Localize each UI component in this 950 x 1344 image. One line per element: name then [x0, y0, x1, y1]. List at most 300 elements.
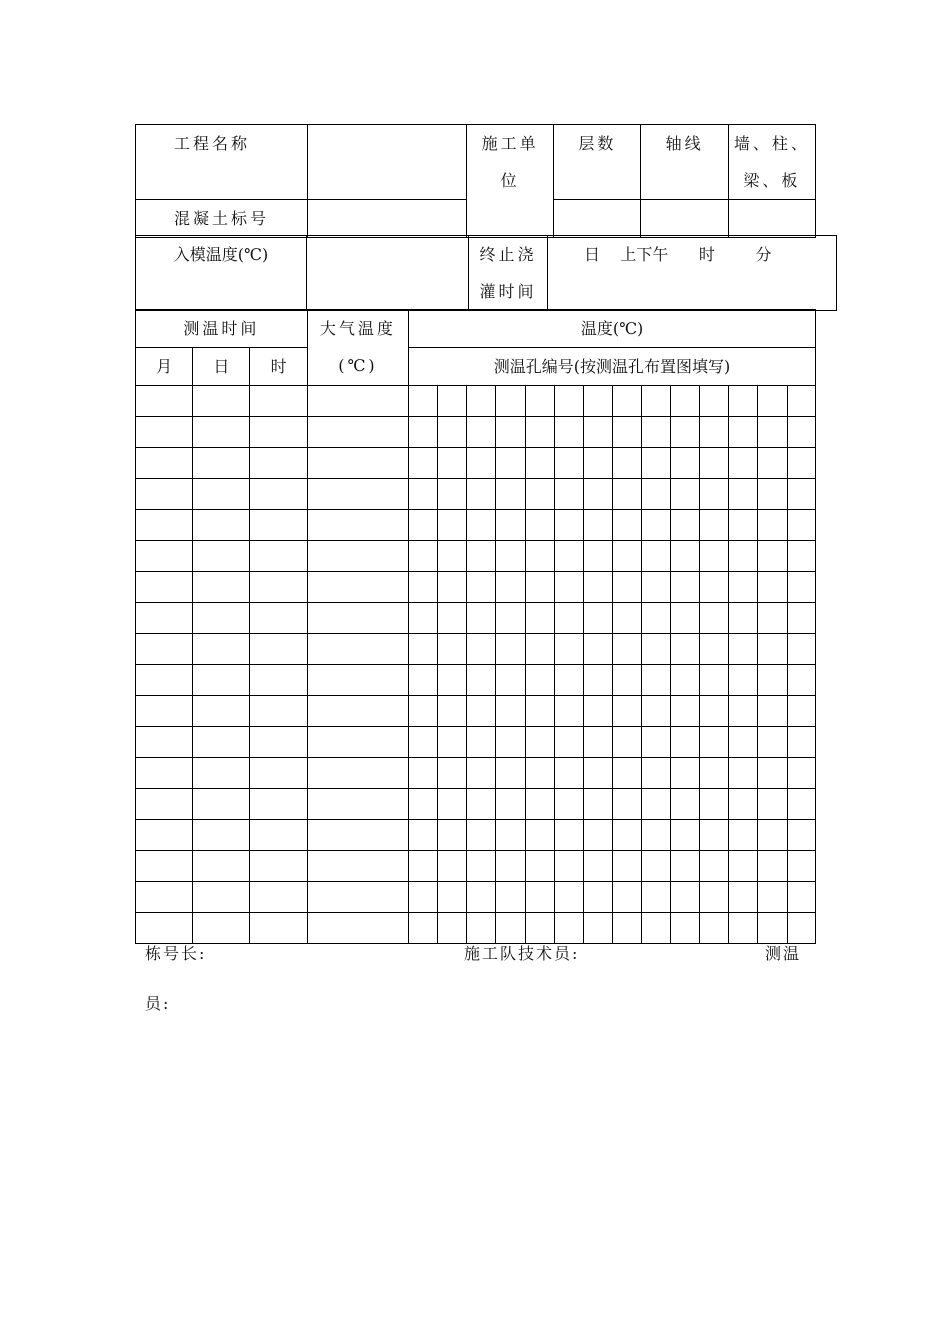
blank-cell[interactable]: [438, 417, 467, 448]
blank-cell[interactable]: [700, 820, 729, 851]
blank-cell[interactable]: [758, 851, 787, 882]
blank-cell[interactable]: [787, 603, 815, 634]
blank-cell[interactable]: [193, 572, 250, 603]
blank-cell[interactable]: [496, 572, 525, 603]
floor-value[interactable]: [554, 200, 641, 238]
blank-cell[interactable]: [250, 479, 307, 510]
blank-cell[interactable]: [787, 634, 815, 665]
blank-cell[interactable]: [554, 665, 583, 696]
blank-cell[interactable]: [525, 634, 554, 665]
blank-cell[interactable]: [193, 758, 250, 789]
blank-cell[interactable]: [307, 851, 408, 882]
blank-cell[interactable]: [438, 696, 467, 727]
blank-cell[interactable]: [525, 696, 554, 727]
blank-cell[interactable]: [250, 758, 307, 789]
blank-cell[interactable]: [438, 665, 467, 696]
blank-cell[interactable]: [250, 789, 307, 820]
blank-cell[interactable]: [729, 448, 758, 479]
blank-cell[interactable]: [787, 417, 815, 448]
blank-cell[interactable]: [787, 758, 815, 789]
blank-cell[interactable]: [583, 851, 612, 882]
concrete-grade-value[interactable]: [307, 200, 466, 238]
blank-cell[interactable]: [496, 882, 525, 913]
blank-cell[interactable]: [729, 727, 758, 758]
blank-cell[interactable]: [250, 882, 307, 913]
blank-cell[interactable]: [641, 851, 670, 882]
blank-cell[interactable]: [787, 479, 815, 510]
blank-cell[interactable]: [467, 634, 496, 665]
blank-cell[interactable]: [729, 882, 758, 913]
blank-cell[interactable]: [409, 851, 438, 882]
blank-cell[interactable]: [136, 727, 193, 758]
blank-cell[interactable]: [641, 634, 670, 665]
blank-cell[interactable]: [136, 758, 193, 789]
blank-cell[interactable]: [612, 417, 641, 448]
blank-cell[interactable]: [307, 696, 408, 727]
blank-cell[interactable]: [554, 789, 583, 820]
blank-cell[interactable]: [787, 882, 815, 913]
blank-cell[interactable]: [525, 882, 554, 913]
blank-cell[interactable]: [554, 479, 583, 510]
blank-cell[interactable]: [496, 727, 525, 758]
blank-cell[interactable]: [250, 634, 307, 665]
blank-cell[interactable]: [136, 510, 193, 541]
blank-cell[interactable]: [700, 417, 729, 448]
blank-cell[interactable]: [612, 572, 641, 603]
blank-cell[interactable]: [250, 448, 307, 479]
blank-cell[interactable]: [671, 541, 700, 572]
blank-cell[interactable]: [729, 479, 758, 510]
blank-cell[interactable]: [438, 448, 467, 479]
blank-cell[interactable]: [467, 789, 496, 820]
blank-cell[interactable]: [554, 851, 583, 882]
blank-cell[interactable]: [554, 541, 583, 572]
blank-cell[interactable]: [409, 479, 438, 510]
blank-cell[interactable]: [729, 386, 758, 417]
blank-cell[interactable]: [496, 417, 525, 448]
blank-cell[interactable]: [758, 572, 787, 603]
blank-cell[interactable]: [729, 696, 758, 727]
blank-cell[interactable]: [671, 448, 700, 479]
blank-cell[interactable]: [307, 820, 408, 851]
blank-cell[interactable]: [700, 696, 729, 727]
blank-cell[interactable]: [758, 758, 787, 789]
blank-cell[interactable]: [409, 882, 438, 913]
blank-cell[interactable]: [136, 448, 193, 479]
blank-cell[interactable]: [525, 386, 554, 417]
blank-cell[interactable]: [671, 479, 700, 510]
blank-cell[interactable]: [641, 448, 670, 479]
blank-cell[interactable]: [641, 386, 670, 417]
blank-cell[interactable]: [525, 758, 554, 789]
blank-cell[interactable]: [787, 851, 815, 882]
blank-cell[interactable]: [467, 448, 496, 479]
blank-cell[interactable]: [758, 448, 787, 479]
blank-cell[interactable]: [496, 851, 525, 882]
axis-value[interactable]: [641, 200, 728, 238]
blank-cell[interactable]: [758, 913, 787, 944]
blank-cell[interactable]: [136, 789, 193, 820]
blank-cell[interactable]: [758, 541, 787, 572]
blank-cell[interactable]: [409, 665, 438, 696]
blank-cell[interactable]: [193, 603, 250, 634]
blank-cell[interactable]: [787, 820, 815, 851]
end-pour-time-cell[interactable]: 日 上下午 时 分: [548, 236, 837, 311]
blank-cell[interactable]: [307, 386, 408, 417]
blank-cell[interactable]: [136, 603, 193, 634]
blank-cell[interactable]: [729, 820, 758, 851]
blank-cell[interactable]: [787, 386, 815, 417]
blank-cell[interactable]: [409, 820, 438, 851]
blank-cell[interactable]: [307, 634, 408, 665]
blank-cell[interactable]: [583, 448, 612, 479]
blank-cell[interactable]: [136, 634, 193, 665]
blank-cell[interactable]: [671, 820, 700, 851]
blank-cell[interactable]: [250, 417, 307, 448]
blank-cell[interactable]: [554, 417, 583, 448]
blank-cell[interactable]: [136, 572, 193, 603]
blank-cell[interactable]: [467, 510, 496, 541]
blank-cell[interactable]: [612, 913, 641, 944]
blank-cell[interactable]: [467, 727, 496, 758]
blank-cell[interactable]: [758, 789, 787, 820]
blank-cell[interactable]: [409, 603, 438, 634]
blank-cell[interactable]: [307, 758, 408, 789]
blank-cell[interactable]: [193, 882, 250, 913]
blank-cell[interactable]: [700, 479, 729, 510]
blank-cell[interactable]: [193, 386, 250, 417]
blank-cell[interactable]: [467, 386, 496, 417]
blank-cell[interactable]: [409, 448, 438, 479]
blank-cell[interactable]: [496, 386, 525, 417]
blank-cell[interactable]: [193, 665, 250, 696]
blank-cell[interactable]: [700, 758, 729, 789]
blank-cell[interactable]: [193, 479, 250, 510]
blank-cell[interactable]: [758, 386, 787, 417]
blank-cell[interactable]: [438, 510, 467, 541]
blank-cell[interactable]: [307, 789, 408, 820]
blank-cell[interactable]: [193, 510, 250, 541]
blank-cell[interactable]: [250, 913, 307, 944]
blank-cell[interactable]: [250, 727, 307, 758]
blank-cell[interactable]: [612, 820, 641, 851]
blank-cell[interactable]: [554, 913, 583, 944]
blank-cell[interactable]: [438, 789, 467, 820]
blank-cell[interactable]: [136, 882, 193, 913]
blank-cell[interactable]: [307, 541, 408, 572]
blank-cell[interactable]: [758, 882, 787, 913]
blank-cell[interactable]: [409, 417, 438, 448]
blank-cell[interactable]: [612, 448, 641, 479]
blank-cell[interactable]: [496, 541, 525, 572]
blank-cell[interactable]: [467, 417, 496, 448]
blank-cell[interactable]: [583, 417, 612, 448]
blank-cell[interactable]: [583, 479, 612, 510]
blank-cell[interactable]: [612, 758, 641, 789]
blank-cell[interactable]: [641, 789, 670, 820]
blank-cell[interactable]: [250, 603, 307, 634]
blank-cell[interactable]: [612, 696, 641, 727]
blank-cell[interactable]: [438, 479, 467, 510]
blank-cell[interactable]: [467, 665, 496, 696]
blank-cell[interactable]: [496, 758, 525, 789]
project-name-value[interactable]: [307, 125, 466, 200]
blank-cell[interactable]: [612, 851, 641, 882]
blank-cell[interactable]: [583, 789, 612, 820]
blank-cell[interactable]: [438, 603, 467, 634]
blank-cell[interactable]: [612, 386, 641, 417]
blank-cell[interactable]: [438, 386, 467, 417]
blank-cell[interactable]: [583, 572, 612, 603]
blank-cell[interactable]: [525, 417, 554, 448]
blank-cell[interactable]: [409, 510, 438, 541]
blank-cell[interactable]: [671, 789, 700, 820]
blank-cell[interactable]: [758, 665, 787, 696]
blank-cell[interactable]: [671, 665, 700, 696]
blank-cell[interactable]: [525, 665, 554, 696]
blank-cell[interactable]: [496, 479, 525, 510]
blank-cell[interactable]: [641, 603, 670, 634]
blank-cell[interactable]: [193, 696, 250, 727]
blank-cell[interactable]: [758, 634, 787, 665]
blank-cell[interactable]: [409, 386, 438, 417]
blank-cell[interactable]: [438, 758, 467, 789]
blank-cell[interactable]: [671, 851, 700, 882]
blank-cell[interactable]: [583, 696, 612, 727]
blank-cell[interactable]: [583, 727, 612, 758]
blank-cell[interactable]: [671, 727, 700, 758]
blank-cell[interactable]: [467, 851, 496, 882]
blank-cell[interactable]: [136, 479, 193, 510]
blank-cell[interactable]: [307, 479, 408, 510]
blank-cell[interactable]: [641, 913, 670, 944]
blank-cell[interactable]: [193, 727, 250, 758]
blank-cell[interactable]: [758, 510, 787, 541]
blank-cell[interactable]: [700, 851, 729, 882]
blank-cell[interactable]: [641, 758, 670, 789]
blank-cell[interactable]: [671, 882, 700, 913]
blank-cell[interactable]: [787, 448, 815, 479]
blank-cell[interactable]: [409, 696, 438, 727]
blank-cell[interactable]: [612, 882, 641, 913]
blank-cell[interactable]: [700, 727, 729, 758]
blank-cell[interactable]: [671, 510, 700, 541]
blank-cell[interactable]: [641, 572, 670, 603]
blank-cell[interactable]: [250, 696, 307, 727]
blank-cell[interactable]: [409, 789, 438, 820]
blank-cell[interactable]: [671, 913, 700, 944]
blank-cell[interactable]: [700, 789, 729, 820]
blank-cell[interactable]: [525, 510, 554, 541]
blank-cell[interactable]: [729, 913, 758, 944]
blank-cell[interactable]: [409, 913, 438, 944]
blank-cell[interactable]: [583, 634, 612, 665]
blank-cell[interactable]: [554, 882, 583, 913]
blank-cell[interactable]: [787, 913, 815, 944]
blank-cell[interactable]: [136, 851, 193, 882]
blank-cell[interactable]: [729, 789, 758, 820]
blank-cell[interactable]: [612, 510, 641, 541]
blank-cell[interactable]: [409, 758, 438, 789]
blank-cell[interactable]: [583, 758, 612, 789]
blank-cell[interactable]: [250, 541, 307, 572]
blank-cell[interactable]: [438, 851, 467, 882]
blank-cell[interactable]: [525, 572, 554, 603]
blank-cell[interactable]: [554, 634, 583, 665]
blank-cell[interactable]: [250, 510, 307, 541]
blank-cell[interactable]: [250, 572, 307, 603]
blank-cell[interactable]: [496, 634, 525, 665]
blank-cell[interactable]: [612, 634, 641, 665]
blank-cell[interactable]: [467, 913, 496, 944]
blank-cell[interactable]: [409, 541, 438, 572]
blank-cell[interactable]: [496, 696, 525, 727]
blank-cell[interactable]: [525, 727, 554, 758]
blank-cell[interactable]: [787, 789, 815, 820]
blank-cell[interactable]: [671, 696, 700, 727]
blank-cell[interactable]: [700, 665, 729, 696]
blank-cell[interactable]: [787, 572, 815, 603]
blank-cell[interactable]: [307, 727, 408, 758]
blank-cell[interactable]: [193, 789, 250, 820]
blank-cell[interactable]: [438, 541, 467, 572]
blank-cell[interactable]: [554, 448, 583, 479]
blank-cell[interactable]: [758, 696, 787, 727]
blank-cell[interactable]: [787, 541, 815, 572]
blank-cell[interactable]: [700, 634, 729, 665]
blank-cell[interactable]: [467, 603, 496, 634]
blank-cell[interactable]: [307, 603, 408, 634]
blank-cell[interactable]: [700, 913, 729, 944]
blank-cell[interactable]: [554, 820, 583, 851]
blank-cell[interactable]: [467, 882, 496, 913]
blank-cell[interactable]: [612, 479, 641, 510]
blank-cell[interactable]: [136, 541, 193, 572]
pour-temp-value-cell[interactable]: [307, 236, 469, 311]
blank-cell[interactable]: [525, 789, 554, 820]
blank-cell[interactable]: [729, 665, 758, 696]
blank-cell[interactable]: [700, 572, 729, 603]
blank-cell[interactable]: [525, 913, 554, 944]
blank-cell[interactable]: [671, 417, 700, 448]
blank-cell[interactable]: [307, 665, 408, 696]
blank-cell[interactable]: [438, 913, 467, 944]
blank-cell[interactable]: [193, 913, 250, 944]
blank-cell[interactable]: [700, 541, 729, 572]
blank-cell[interactable]: [136, 820, 193, 851]
blank-cell[interactable]: [671, 386, 700, 417]
blank-cell[interactable]: [671, 758, 700, 789]
blank-cell[interactable]: [700, 882, 729, 913]
blank-cell[interactable]: [700, 448, 729, 479]
blank-cell[interactable]: [641, 541, 670, 572]
blank-cell[interactable]: [583, 603, 612, 634]
blank-cell[interactable]: [758, 479, 787, 510]
blank-cell[interactable]: [758, 820, 787, 851]
blank-cell[interactable]: [583, 386, 612, 417]
blank-cell[interactable]: [787, 665, 815, 696]
blank-cell[interactable]: [641, 882, 670, 913]
blank-cell[interactable]: [729, 758, 758, 789]
blank-cell[interactable]: [438, 727, 467, 758]
blank-cell[interactable]: [641, 727, 670, 758]
blank-cell[interactable]: [496, 820, 525, 851]
blank-cell[interactable]: [612, 665, 641, 696]
blank-cell[interactable]: [467, 572, 496, 603]
blank-cell[interactable]: [583, 820, 612, 851]
blank-cell[interactable]: [307, 448, 408, 479]
blank-cell[interactable]: [583, 913, 612, 944]
blank-cell[interactable]: [409, 572, 438, 603]
blank-cell[interactable]: [307, 510, 408, 541]
blank-cell[interactable]: [700, 510, 729, 541]
blank-cell[interactable]: [641, 696, 670, 727]
blank-cell[interactable]: [467, 696, 496, 727]
blank-cell[interactable]: [554, 603, 583, 634]
blank-cell[interactable]: [193, 851, 250, 882]
blank-cell[interactable]: [554, 758, 583, 789]
blank-cell[interactable]: [250, 386, 307, 417]
blank-cell[interactable]: [136, 665, 193, 696]
blank-cell[interactable]: [467, 820, 496, 851]
blank-cell[interactable]: [612, 727, 641, 758]
blank-cell[interactable]: [554, 386, 583, 417]
blank-cell[interactable]: [496, 603, 525, 634]
blank-cell[interactable]: [525, 851, 554, 882]
blank-cell[interactable]: [136, 386, 193, 417]
blank-cell[interactable]: [671, 634, 700, 665]
blank-cell[interactable]: [525, 820, 554, 851]
blank-cell[interactable]: [729, 572, 758, 603]
blank-cell[interactable]: [787, 727, 815, 758]
blank-cell[interactable]: [136, 696, 193, 727]
blank-cell[interactable]: [612, 789, 641, 820]
blank-cell[interactable]: [641, 479, 670, 510]
blank-cell[interactable]: [700, 603, 729, 634]
blank-cell[interactable]: [729, 851, 758, 882]
blank-cell[interactable]: [496, 789, 525, 820]
blank-cell[interactable]: [583, 541, 612, 572]
blank-cell[interactable]: [496, 510, 525, 541]
blank-cell[interactable]: [525, 541, 554, 572]
blank-cell[interactable]: [729, 417, 758, 448]
blank-cell[interactable]: [700, 386, 729, 417]
blank-cell[interactable]: [250, 820, 307, 851]
blank-cell[interactable]: [729, 634, 758, 665]
blank-cell[interactable]: [729, 541, 758, 572]
blank-cell[interactable]: [641, 665, 670, 696]
blank-cell[interactable]: [641, 417, 670, 448]
blank-cell[interactable]: [612, 541, 641, 572]
blank-cell[interactable]: [583, 510, 612, 541]
blank-cell[interactable]: [307, 572, 408, 603]
blank-cell[interactable]: [467, 479, 496, 510]
blank-cell[interactable]: [641, 510, 670, 541]
blank-cell[interactable]: [729, 603, 758, 634]
blank-cell[interactable]: [438, 882, 467, 913]
blank-cell[interactable]: [193, 417, 250, 448]
blank-cell[interactable]: [136, 417, 193, 448]
blank-cell[interactable]: [671, 572, 700, 603]
blank-cell[interactable]: [525, 479, 554, 510]
blank-cell[interactable]: [193, 448, 250, 479]
blank-cell[interactable]: [467, 758, 496, 789]
blank-cell[interactable]: [496, 448, 525, 479]
blank-cell[interactable]: [583, 665, 612, 696]
blank-cell[interactable]: [525, 448, 554, 479]
blank-cell[interactable]: [554, 572, 583, 603]
blank-cell[interactable]: [193, 820, 250, 851]
